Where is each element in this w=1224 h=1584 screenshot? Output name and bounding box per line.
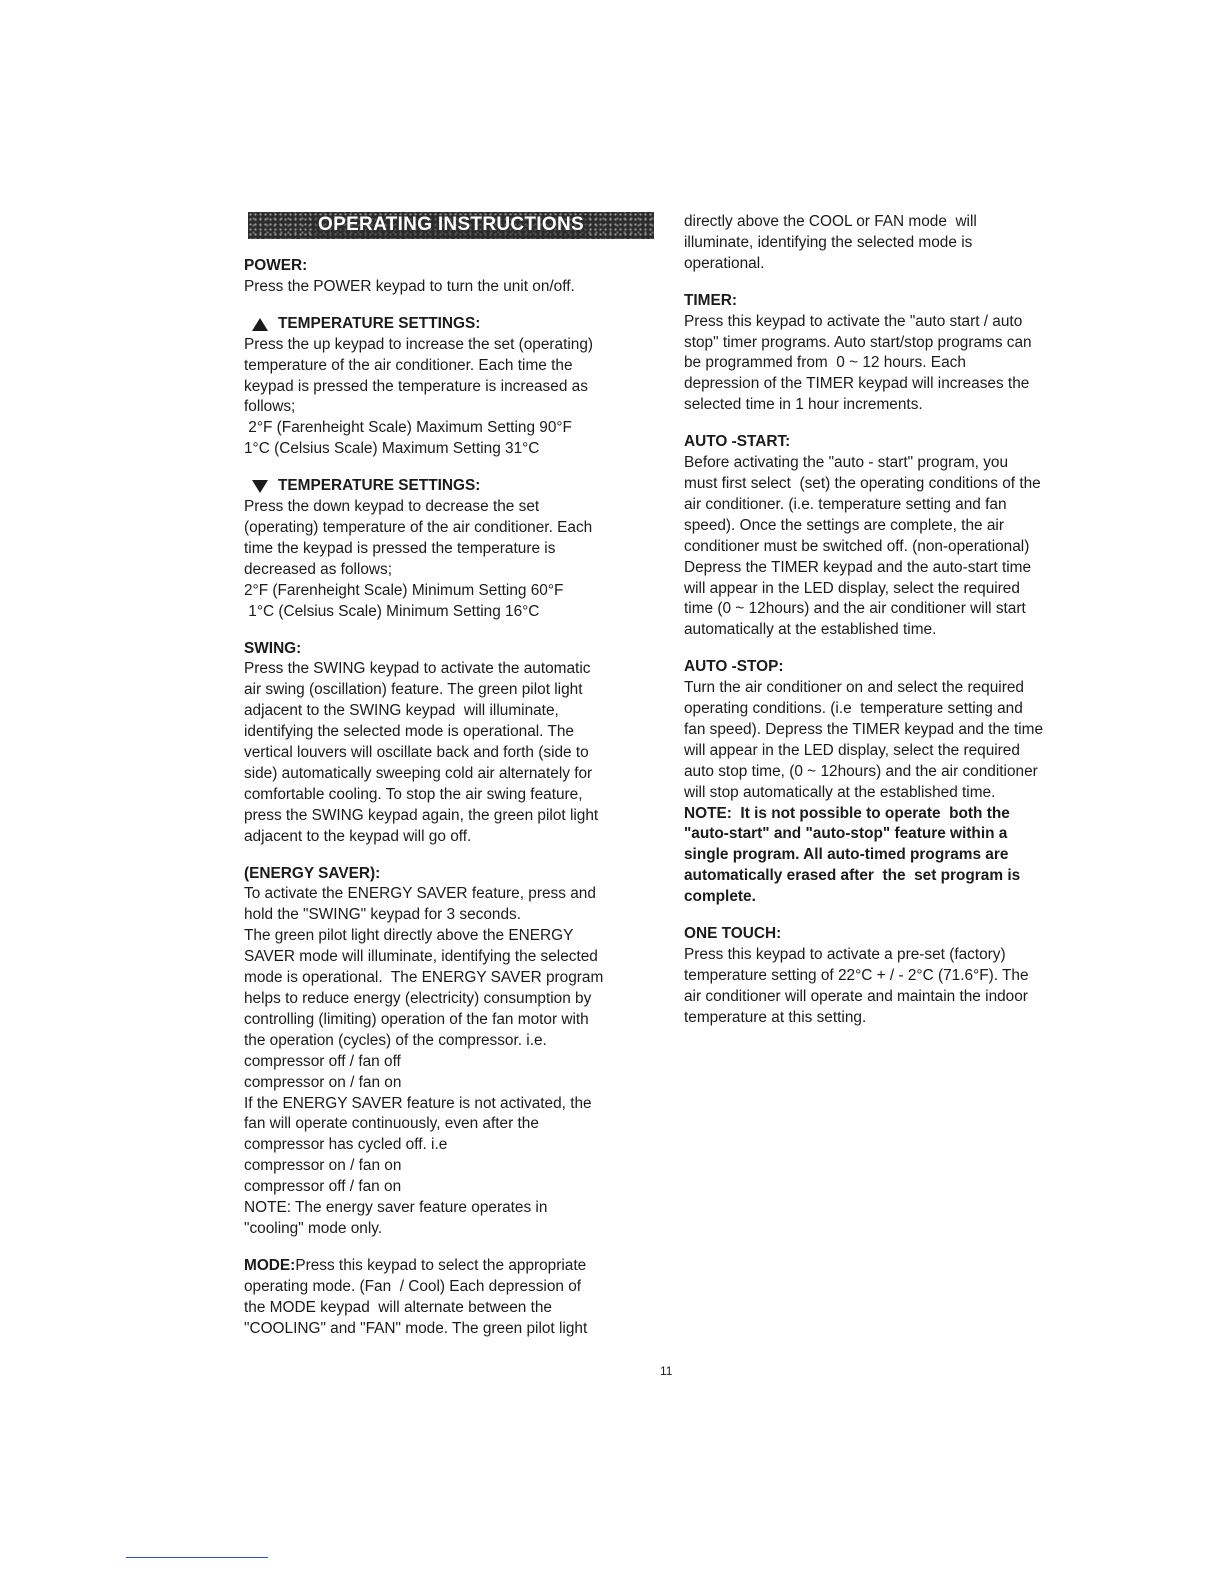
temp-down-line: 2°F (Farenheight Scale) Minimum Setting 60°F <box>244 581 564 599</box>
mode-line: operating mode. (Fan / Cool) Each depression of <box>244 1277 582 1295</box>
temp-up-line: Press the up keypad to increase the set (operating) <box>244 335 594 353</box>
auto-stop-line: operating conditions. (i.e temperature setting and <box>684 700 1023 718</box>
swing-line: Press the SWING keypad to activate the automatic <box>244 660 591 678</box>
mode-line: the MODE keypad will alternate between the <box>244 1298 552 1316</box>
auto-start-line: conditioner must be switched off. (non-operational) <box>684 537 1030 555</box>
energy-line: To activate the ENERGY SAVER feature, press and <box>244 885 596 903</box>
energy-line: compressor has cycled off. i.e <box>244 1136 448 1154</box>
auto-stop-heading: AUTO -STOP: <box>684 658 784 676</box>
power-line: Press the POWER keypad to turn the unit on/off. <box>244 277 575 295</box>
temp-down-line: (operating) temperature of the air conditioner. Each <box>244 518 593 536</box>
energy-line: mode is operational. The ENERGY SAVER program <box>244 969 604 987</box>
auto-start-line: must first select (set) the operating conditions of the <box>684 474 1041 492</box>
energy-saver-section <box>244 864 654 1240</box>
swing-line: vertical louvers will oscillate back and forth (side to <box>244 744 589 762</box>
timer-line: stop" timer programs. Auto start/stop programs can <box>684 333 1032 351</box>
auto-stop-note-line: single program. All auto-timed programs are <box>684 846 1009 864</box>
auto-start-line: air conditioner. (i.e. temperature setting and fan <box>684 495 1007 513</box>
auto-start-heading: AUTO -START: <box>684 433 791 451</box>
energy-line: compressor off / fan on <box>244 1178 402 1196</box>
left-column <box>244 212 654 1340</box>
temp-up-line: follows; <box>244 398 296 416</box>
energy-line: NOTE: The energy saver feature operates in <box>244 1199 548 1217</box>
mode-first-line-text: Press this keypad to select the appropriate <box>295 1256 587 1274</box>
energy-line: compressor on / fan on <box>244 1157 402 1175</box>
temp-down-heading-row <box>244 476 654 497</box>
temp-up-heading-row <box>244 314 654 335</box>
energy-line: the operation (cycles) of the compressor. i.e. <box>244 1031 547 1049</box>
banner-title: OPERATING INSTRUCTIONS <box>314 215 588 236</box>
auto-stop-note-line: NOTE: It is not possible to operate both the <box>684 804 1010 822</box>
auto-stop-line: fan speed). Depress the TIMER keypad and the time <box>684 720 1044 738</box>
mode-cont-line: directly above the COOL or FAN mode will <box>684 213 977 230</box>
swing-line: adjacent to the SWING keypad will illuminate, <box>244 702 559 720</box>
swing-line: comfortable cooling. To stop the air swing feature, <box>244 785 583 803</box>
swing-line: press the SWING keypad again, the green pilot light <box>244 806 599 824</box>
timer-line: selected time in 1 hour increments. <box>684 396 923 414</box>
energy-line: SAVER mode will illuminate, identifying the selected <box>244 948 598 966</box>
energy-line: fan will operate continuously, even after the <box>244 1115 539 1133</box>
temp-down-line: decreased as follows; <box>244 560 392 578</box>
temp-up-heading: TEMPERATURE SETTINGS: <box>278 314 481 332</box>
mode-first-line <box>244 1256 654 1277</box>
up-arrow-icon <box>252 318 268 331</box>
auto-stop-note-line: complete. <box>684 888 756 906</box>
footer-rule <box>126 1557 268 1558</box>
one-touch-line: air conditioner will operate and maintain the indoor <box>684 987 1028 1005</box>
timer-line: be programmed from 0 ~ 12 hours. Each <box>684 354 966 372</box>
temp-up-line: keypad is pressed the temperature is increased as <box>244 377 588 395</box>
mode-cont-line: illuminate, identifying the selected mode is <box>684 233 973 251</box>
auto-stop-line: auto stop time, (0 ~ 12hours) and the air conditioner <box>684 762 1038 780</box>
temp-down-line: Press the down keypad to decrease the set <box>244 498 540 516</box>
auto-stop-note-line: "auto-start" and "auto-stop" feature within a <box>684 825 1008 843</box>
one-touch-line: Press this keypad to activate a pre-set (factory) <box>684 946 1006 963</box>
mode-line: "COOLING" and "FAN" mode. The green pilot light <box>244 1319 588 1337</box>
timer-heading: TIMER: <box>684 291 738 309</box>
section-banner <box>248 212 654 239</box>
timer-line: depression of the TIMER keypad will increases the <box>684 375 1030 393</box>
energy-line: hold the "SWING" keypad for 3 seconds. <box>244 906 521 924</box>
energy-line: The green pilot light directly above the ENERGY <box>244 927 574 945</box>
one-touch-section <box>684 924 1094 1029</box>
swing-section <box>244 639 654 848</box>
temp-up-line: temperature of the air conditioner. Each time the <box>244 356 573 374</box>
temp-down-heading: TEMPERATURE SETTINGS: <box>278 477 481 495</box>
temp-down-section <box>244 476 654 622</box>
one-touch-line: temperature at this setting. <box>684 1008 867 1026</box>
mode-continued <box>684 212 1094 275</box>
power-heading: POWER: <box>244 257 308 274</box>
energy-line: compressor on / fan on <box>244 1073 402 1091</box>
auto-stop-line: will stop automatically at the established time. <box>684 783 996 801</box>
right-column <box>684 212 1094 1029</box>
temp-up-line: 2°F (Farenheight Scale) Maximum Setting 90°F <box>244 419 572 437</box>
mode-section <box>244 1256 654 1340</box>
energy-line: compressor off / fan off <box>244 1052 401 1070</box>
energy-saver-heading: (ENERGY SAVER): <box>244 864 381 882</box>
auto-start-line: automatically at the established time. <box>684 621 937 639</box>
auto-start-line: time (0 ~ 12hours) and the air conditioner will start <box>684 600 1026 618</box>
auto-start-section <box>684 432 1094 641</box>
temp-up-line: 1°C (Celsius Scale) Maximum Setting 31°C <box>244 440 540 458</box>
swing-line: identifying the selected mode is operational. The <box>244 723 574 741</box>
energy-line: controlling (limiting) operation of the fan motor with <box>244 1010 589 1028</box>
down-arrow-icon <box>252 480 268 493</box>
mode-cont-line: operational. <box>684 254 765 272</box>
auto-stop-line: Turn the air conditioner on and select the required <box>684 679 1024 697</box>
auto-start-line: speed). Once the settings are complete, the air <box>684 516 1004 534</box>
mode-heading: MODE: <box>244 1256 296 1274</box>
auto-stop-line: will appear in the LED display, select the required <box>684 741 1020 759</box>
auto-stop-section <box>684 657 1094 908</box>
page-number: 11 <box>660 1364 673 1378</box>
auto-start-line: will appear in the LED display, select the required <box>684 579 1020 597</box>
swing-heading: SWING: <box>244 639 302 657</box>
swing-line: adjacent to the keypad will go off. <box>244 827 472 845</box>
one-touch-heading: ONE TOUCH: <box>684 925 782 943</box>
one-touch-line: temperature setting of 22°C + / - 2°C (71.6°F). The <box>684 966 1029 984</box>
auto-stop-note-line: automatically erased after the set program is <box>684 867 1021 885</box>
auto-start-line: Depress the TIMER keypad and the auto-start time <box>684 558 1032 576</box>
energy-line: "cooling" mode only. <box>244 1219 383 1237</box>
temp-down-line: time the keypad is pressed the temperature is <box>244 539 556 557</box>
swing-line: air swing (oscillation) feature. The green pilot light <box>244 681 583 699</box>
timer-line: Press this keypad to activate the "auto start / auto <box>684 312 1023 330</box>
temp-down-line: 1°C (Celsius Scale) Minimum Setting 16°C <box>244 602 540 620</box>
energy-line: If the ENERGY SAVER feature is not activated, the <box>244 1094 592 1112</box>
energy-line: helps to reduce energy (electricity) consumption by <box>244 990 592 1007</box>
auto-start-line: Before activating the "auto - start" program, you <box>684 454 1009 472</box>
power-section <box>244 256 654 298</box>
temp-up-section <box>244 314 654 460</box>
swing-line: side) automatically sweeping cold air alternately for <box>244 764 593 782</box>
timer-section <box>684 291 1094 416</box>
